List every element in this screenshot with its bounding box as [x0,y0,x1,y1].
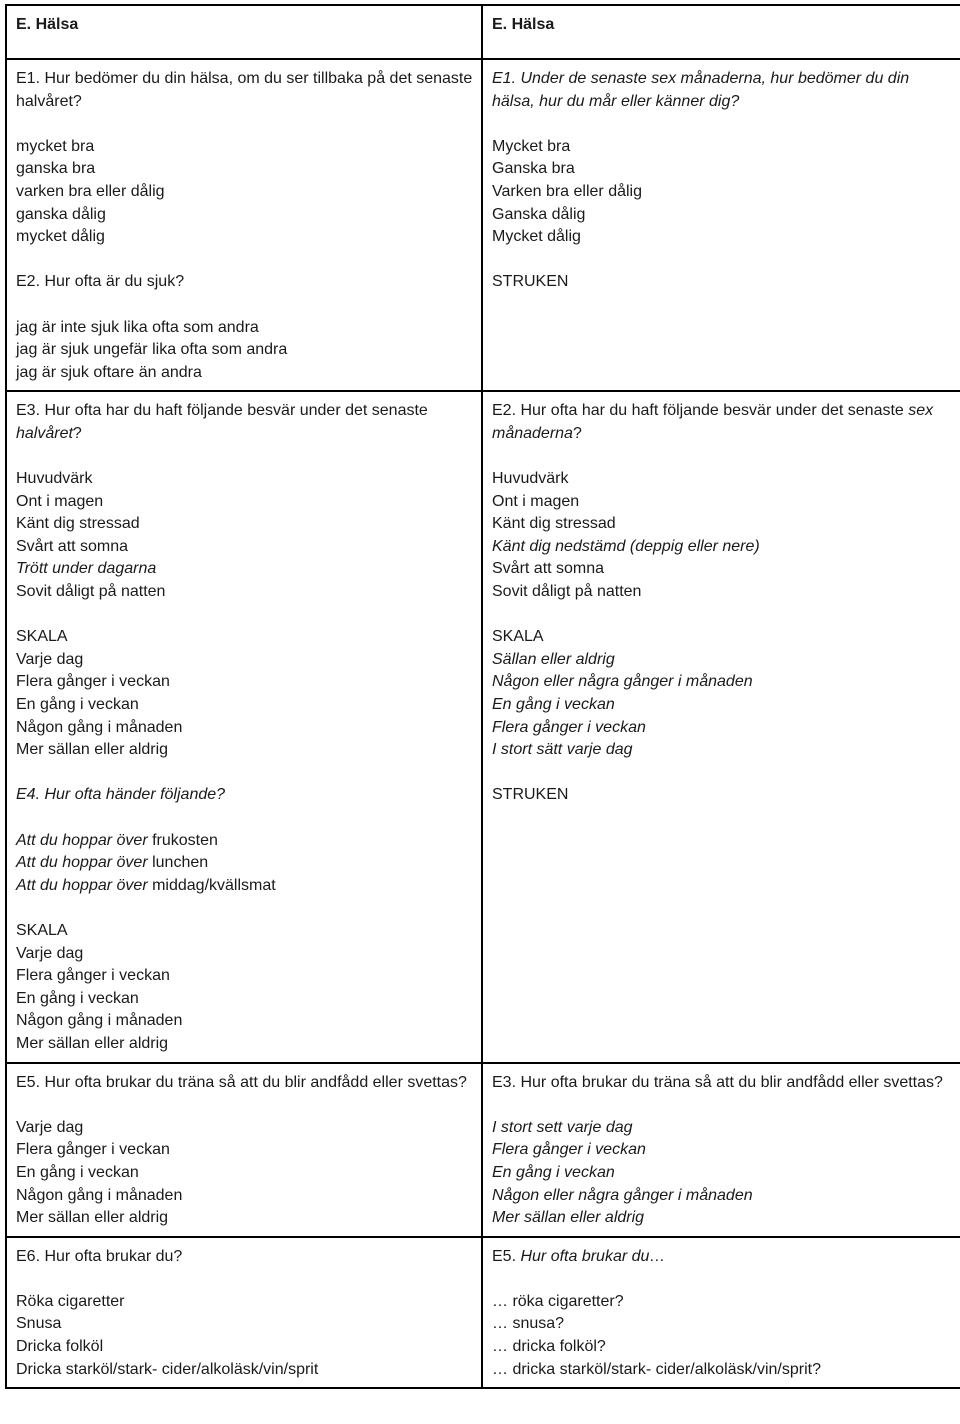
option: En gång i veckan [492,1163,615,1181]
struken-label: STRUKEN [492,786,569,804]
question-text-italic: Hur ofta brukar du… [520,1247,666,1265]
item: Sovit dåligt på natten [492,583,642,601]
option: Snusa [16,1315,62,1333]
question-e5-right [492,1246,952,1269]
scale-option: Mer sällan eller aldrig [16,741,169,759]
option: Mer sällan eller aldrig [492,1209,645,1227]
row-exercise [6,1063,960,1237]
option: I stort sett varje dag [492,1118,633,1136]
question-text: E3. Hur ofta har du haft följande besvär under det senaste [16,402,428,420]
option: En gång i veckan [16,1163,139,1181]
scale-option: I stort sätt varje dag [492,741,633,759]
scale-label: SKALA [16,628,68,646]
question-text-italic: sex månaderna [492,402,934,442]
scale-option: Mer sällan eller aldrig [16,1034,169,1052]
scale-e3-left [16,626,473,762]
option: … dricka folköl? [492,1338,606,1356]
option: Någon eller några gånger i månaden [492,1186,753,1204]
item: Svårt att somna [492,560,605,578]
option: … snusa? [492,1315,565,1333]
question-e6-left: E6. Hur ofta brukar du? [16,1247,183,1265]
option: jag är sjuk oftare än andra [16,363,202,381]
scale-option: Någon gång i månaden [16,718,183,736]
header-row [6,5,960,59]
options-e5-left [16,1117,473,1230]
header-left: E. Hälsa [6,5,482,59]
cell-right-symptoms [482,391,960,1062]
scale-label: SKALA [492,628,544,646]
question-e1-left: E1. Hur bedömer du din hälsa, om du ser tillbaka på det senaste halvåret? [16,70,473,110]
option: jag är sjuk ungefär lika ofta som andra [16,341,288,359]
items-e3-left [16,468,473,604]
option: Mer sällan eller aldrig [16,1209,169,1227]
item-rest: frukosten [147,831,218,849]
options-e3-right [492,1117,952,1230]
question-text-italic: halvåret [16,424,73,442]
scale-option: Flera gånger i veckan [16,673,170,691]
item: Känt dig nedstämd (deppig eller nere) [492,537,760,555]
row-symptoms [6,391,960,1062]
question-e3-left [16,400,473,445]
question-e5-left: E5. Hur ofta brukar du träna så att du blir andfådd eller svettas? [16,1073,467,1091]
question-e2-left: E2. Hur ofta är du sjuk? [16,273,185,291]
option: Varken bra eller dålig [492,182,643,200]
question-e2-right [492,400,952,445]
scale-option: En gång i veckan [16,989,139,1007]
scale-option: Flera gånger i veckan [492,718,646,736]
struken-label: STRUKEN [492,273,569,291]
options-e2-left [16,317,473,385]
option: … dricka starköl/stark- cider/alkoläsk/vin/sprit? [492,1360,821,1378]
question-e4-left: E4. Hur ofta händer följande? [16,786,226,804]
option: mycket bra [16,137,95,155]
question-mark: ? [572,424,582,442]
option: Flera gånger i veckan [16,1141,170,1159]
option: Ganska dålig [492,205,586,223]
option: varken bra eller dålig [16,182,165,200]
option: Varje dag [16,1118,84,1136]
item: Ont i magen [16,492,104,510]
item: Svårt att somna [16,537,129,555]
cell-left-exercise [6,1063,482,1237]
item-prefix: Att du hoppar över [16,854,148,872]
options-e6-left [16,1291,473,1381]
item [16,875,473,898]
scale-option: En gång i veckan [492,696,615,714]
item: Huvudvärk [492,470,569,488]
cell-right-general-health [482,59,960,391]
option: Flera gånger i veckan [492,1141,646,1159]
item [16,830,473,853]
question-text: E2. Hur ofta har du haft följande besvär under det senaste [492,402,909,420]
row-substances [6,1237,960,1389]
option: Dricka folköl [16,1338,104,1356]
item-rest: lunchen [147,854,209,872]
option: jag är inte sjuk lika ofta som andra [16,318,259,336]
item-prefix: Att du hoppar över [16,876,148,894]
scale-option: Sällan eller aldrig [492,650,615,668]
option: Dricka starköl/stark- cider/alkoläsk/vin/sprit [16,1360,319,1378]
scale-option: Någon gång i månaden [16,1012,183,1030]
item: Känt dig stressad [16,515,140,533]
question-e3-right: E3. Hur ofta brukar du träna så att du blir andfådd eller svettas? [492,1073,943,1091]
item: Känt dig stressad [492,515,616,533]
scale-label: SKALA [16,921,68,939]
scale-option: Flera gånger i veckan [16,967,170,985]
item-rest: middag/kvällsmat [147,876,276,894]
option: Ganska bra [492,160,575,178]
scale-option: Varje dag [16,944,84,962]
cell-right-substances [482,1237,960,1389]
items-e4-left [16,830,473,898]
cell-right-exercise [482,1063,960,1237]
question-mark: ? [72,424,82,442]
cell-left-substances [6,1237,482,1389]
question-e1-right: E1. Under de senaste sex månaderna, hur bedömer du din hälsa, hur du mår eller känner dig? [492,70,910,110]
option: ganska dålig [16,205,106,223]
items-e2-right [492,468,952,604]
item: Sovit dåligt på natten [16,583,166,601]
options-e5-right [492,1291,952,1381]
item-prefix: Att du hoppar över [16,831,148,849]
option: Mycket bra [492,137,571,155]
cell-left-general-health [6,59,482,391]
option: Röka cigaretter [16,1292,125,1310]
scale-option: En gång i veckan [16,696,139,714]
header-right: E. Hälsa [482,5,960,59]
comparison-table [5,4,960,1389]
option: Mycket dålig [492,228,581,246]
options-e1-right [492,136,952,249]
scale-e2-right [492,626,952,762]
scale-option: Varje dag [16,650,84,668]
item: Huvudvärk [16,470,93,488]
option: mycket dålig [16,228,105,246]
options-e1-left [16,136,473,249]
option: … röka cigaretter? [492,1292,624,1310]
option: Någon gång i månaden [16,1186,183,1204]
scale-option: Någon eller några gånger i månaden [492,673,753,691]
question-number: E5. [492,1247,521,1265]
row-general-health [6,59,960,391]
item: Trött under dagarna [16,560,157,578]
option: ganska bra [16,160,96,178]
item [16,852,473,875]
item: Ont i magen [492,492,580,510]
scale-e4-left [16,920,473,1056]
cell-left-symptoms [6,391,482,1062]
